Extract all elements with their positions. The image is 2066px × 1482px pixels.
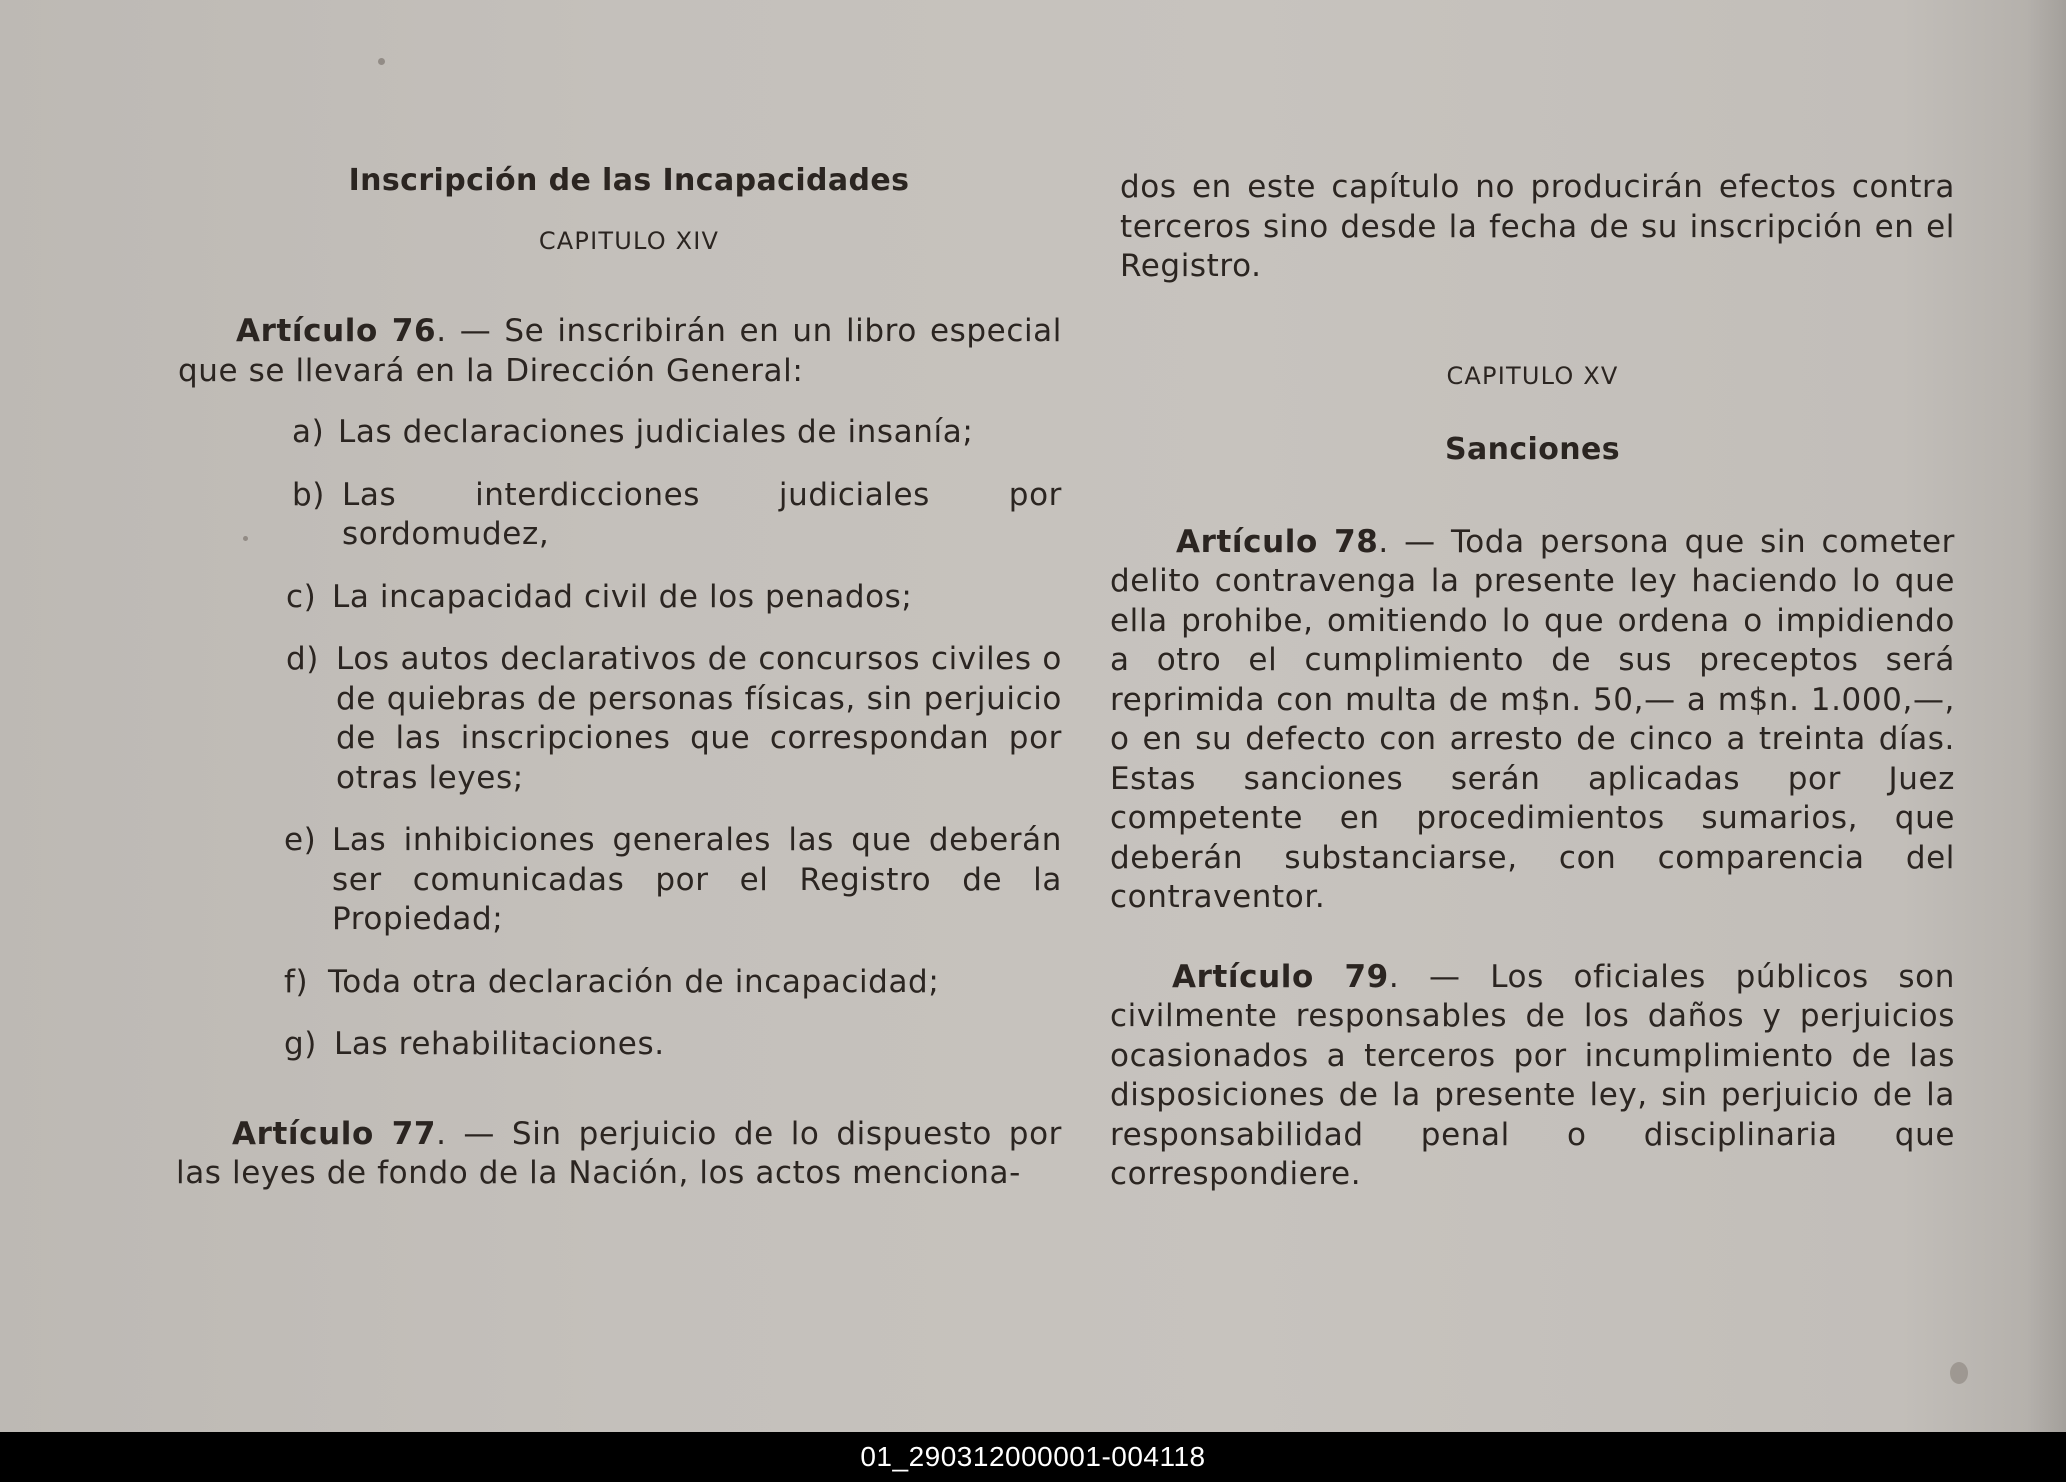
article-78-label: Artículo 78	[1176, 523, 1379, 560]
list-item-f	[284, 963, 1062, 1003]
list-item-text: Los autos declarativos de concursos civiles o de quiebras de personas físicas, sin perjuicio de las inscripciones que correspondan por otras leyes;	[336, 641, 1062, 796]
list-item-text: La incapacidad civil de los penados;	[332, 578, 913, 615]
list-item-text: Las interdicciones judiciales por sordomudez,	[342, 476, 1062, 552]
list-item-letter: g)	[284, 1026, 317, 1062]
article-78	[1110, 523, 1955, 918]
chapter-heading-xv: CAPITULO XV	[1446, 361, 1619, 390]
list-item-letter: d)	[286, 641, 319, 677]
list-item-b	[292, 476, 1062, 555]
list-item-text: Toda otra declaración de incapacidad;	[328, 963, 940, 1000]
list-item-e	[284, 821, 1062, 940]
article-79	[1110, 958, 1955, 1195]
scan-speck	[1950, 1362, 1968, 1384]
list-item-a	[292, 413, 1062, 453]
incapacity-list	[284, 413, 1062, 1065]
article-79-label: Artículo 79	[1172, 958, 1389, 995]
article-76	[178, 312, 1062, 391]
chapter-heading-xiv: CAPITULO XIV	[538, 227, 720, 255]
list-item-g	[284, 1025, 1062, 1065]
right-column	[1110, 168, 1955, 1195]
list-item-d	[286, 640, 1062, 798]
article-76-label: Artículo 76	[236, 313, 437, 349]
article-76-text: . — Se inscribirán en un libro especial que se llevará en la Dirección General:	[178, 313, 1062, 389]
section-title-incapacidades: Inscripción de las Incapacidades	[348, 163, 910, 198]
article-77-label: Artículo 77	[232, 1115, 437, 1152]
section-title-sanciones: Sanciones	[1444, 431, 1621, 467]
list-item-letter: c)	[286, 578, 317, 615]
list-item-text: Las rehabilitaciones.	[334, 1026, 665, 1062]
article-77-continuation: dos en este capítulo no producirán efectos contra terceros sino desde la fecha de su inscripción en el Registro.	[1120, 169, 1955, 284]
article-77	[176, 1115, 1062, 1194]
image-id-footer: 01_290312000001-004118	[0, 1432, 2066, 1482]
article-78-text: . — Toda persona que sin cometer delito contravenga la presente ley haciendo lo que ella prohibe, omitiendo lo que ordena o impidiendo a otro el cumplimiento de sus preceptos será reprimida con multa de m$n. 50,— a m$n. 1.000,—, o en su defecto con arresto de cinco a treinta días. Estas sanciones serán aplicadas por Juez competente en procedimientos sumarios, que deberán substanciarse, con comparencia del contraventor.	[1110, 523, 1955, 915]
list-item-text: Las inhibiciones generales las que deberán ser comunicadas por el Registro de la Propiedad;	[332, 822, 1062, 937]
list-item-c	[286, 578, 1062, 618]
list-item-text: Las declaraciones judiciales de insanía;	[338, 414, 974, 450]
article-79-text: . — Los oficiales públicos son civilmente responsables de los daños y perjuicios ocasionados a terceros por incumplimiento de las disposiciones de la presente ley, sin perjuicio de la responsabilidad penal o disciplinaria que correspondiere.	[1110, 958, 1955, 1192]
left-column	[176, 160, 1062, 1194]
scan-speck	[378, 58, 385, 65]
article-77-text: . — Sin perjuicio de lo dispuesto por las leyes de fondo de la Nación, los actos menciona-	[176, 1115, 1062, 1191]
list-item-letter: a)	[292, 414, 325, 450]
list-item-letter: b)	[292, 476, 325, 513]
list-item-letter: e)	[284, 822, 317, 858]
scan-speck	[243, 536, 248, 541]
list-item-letter: f)	[284, 963, 309, 1000]
